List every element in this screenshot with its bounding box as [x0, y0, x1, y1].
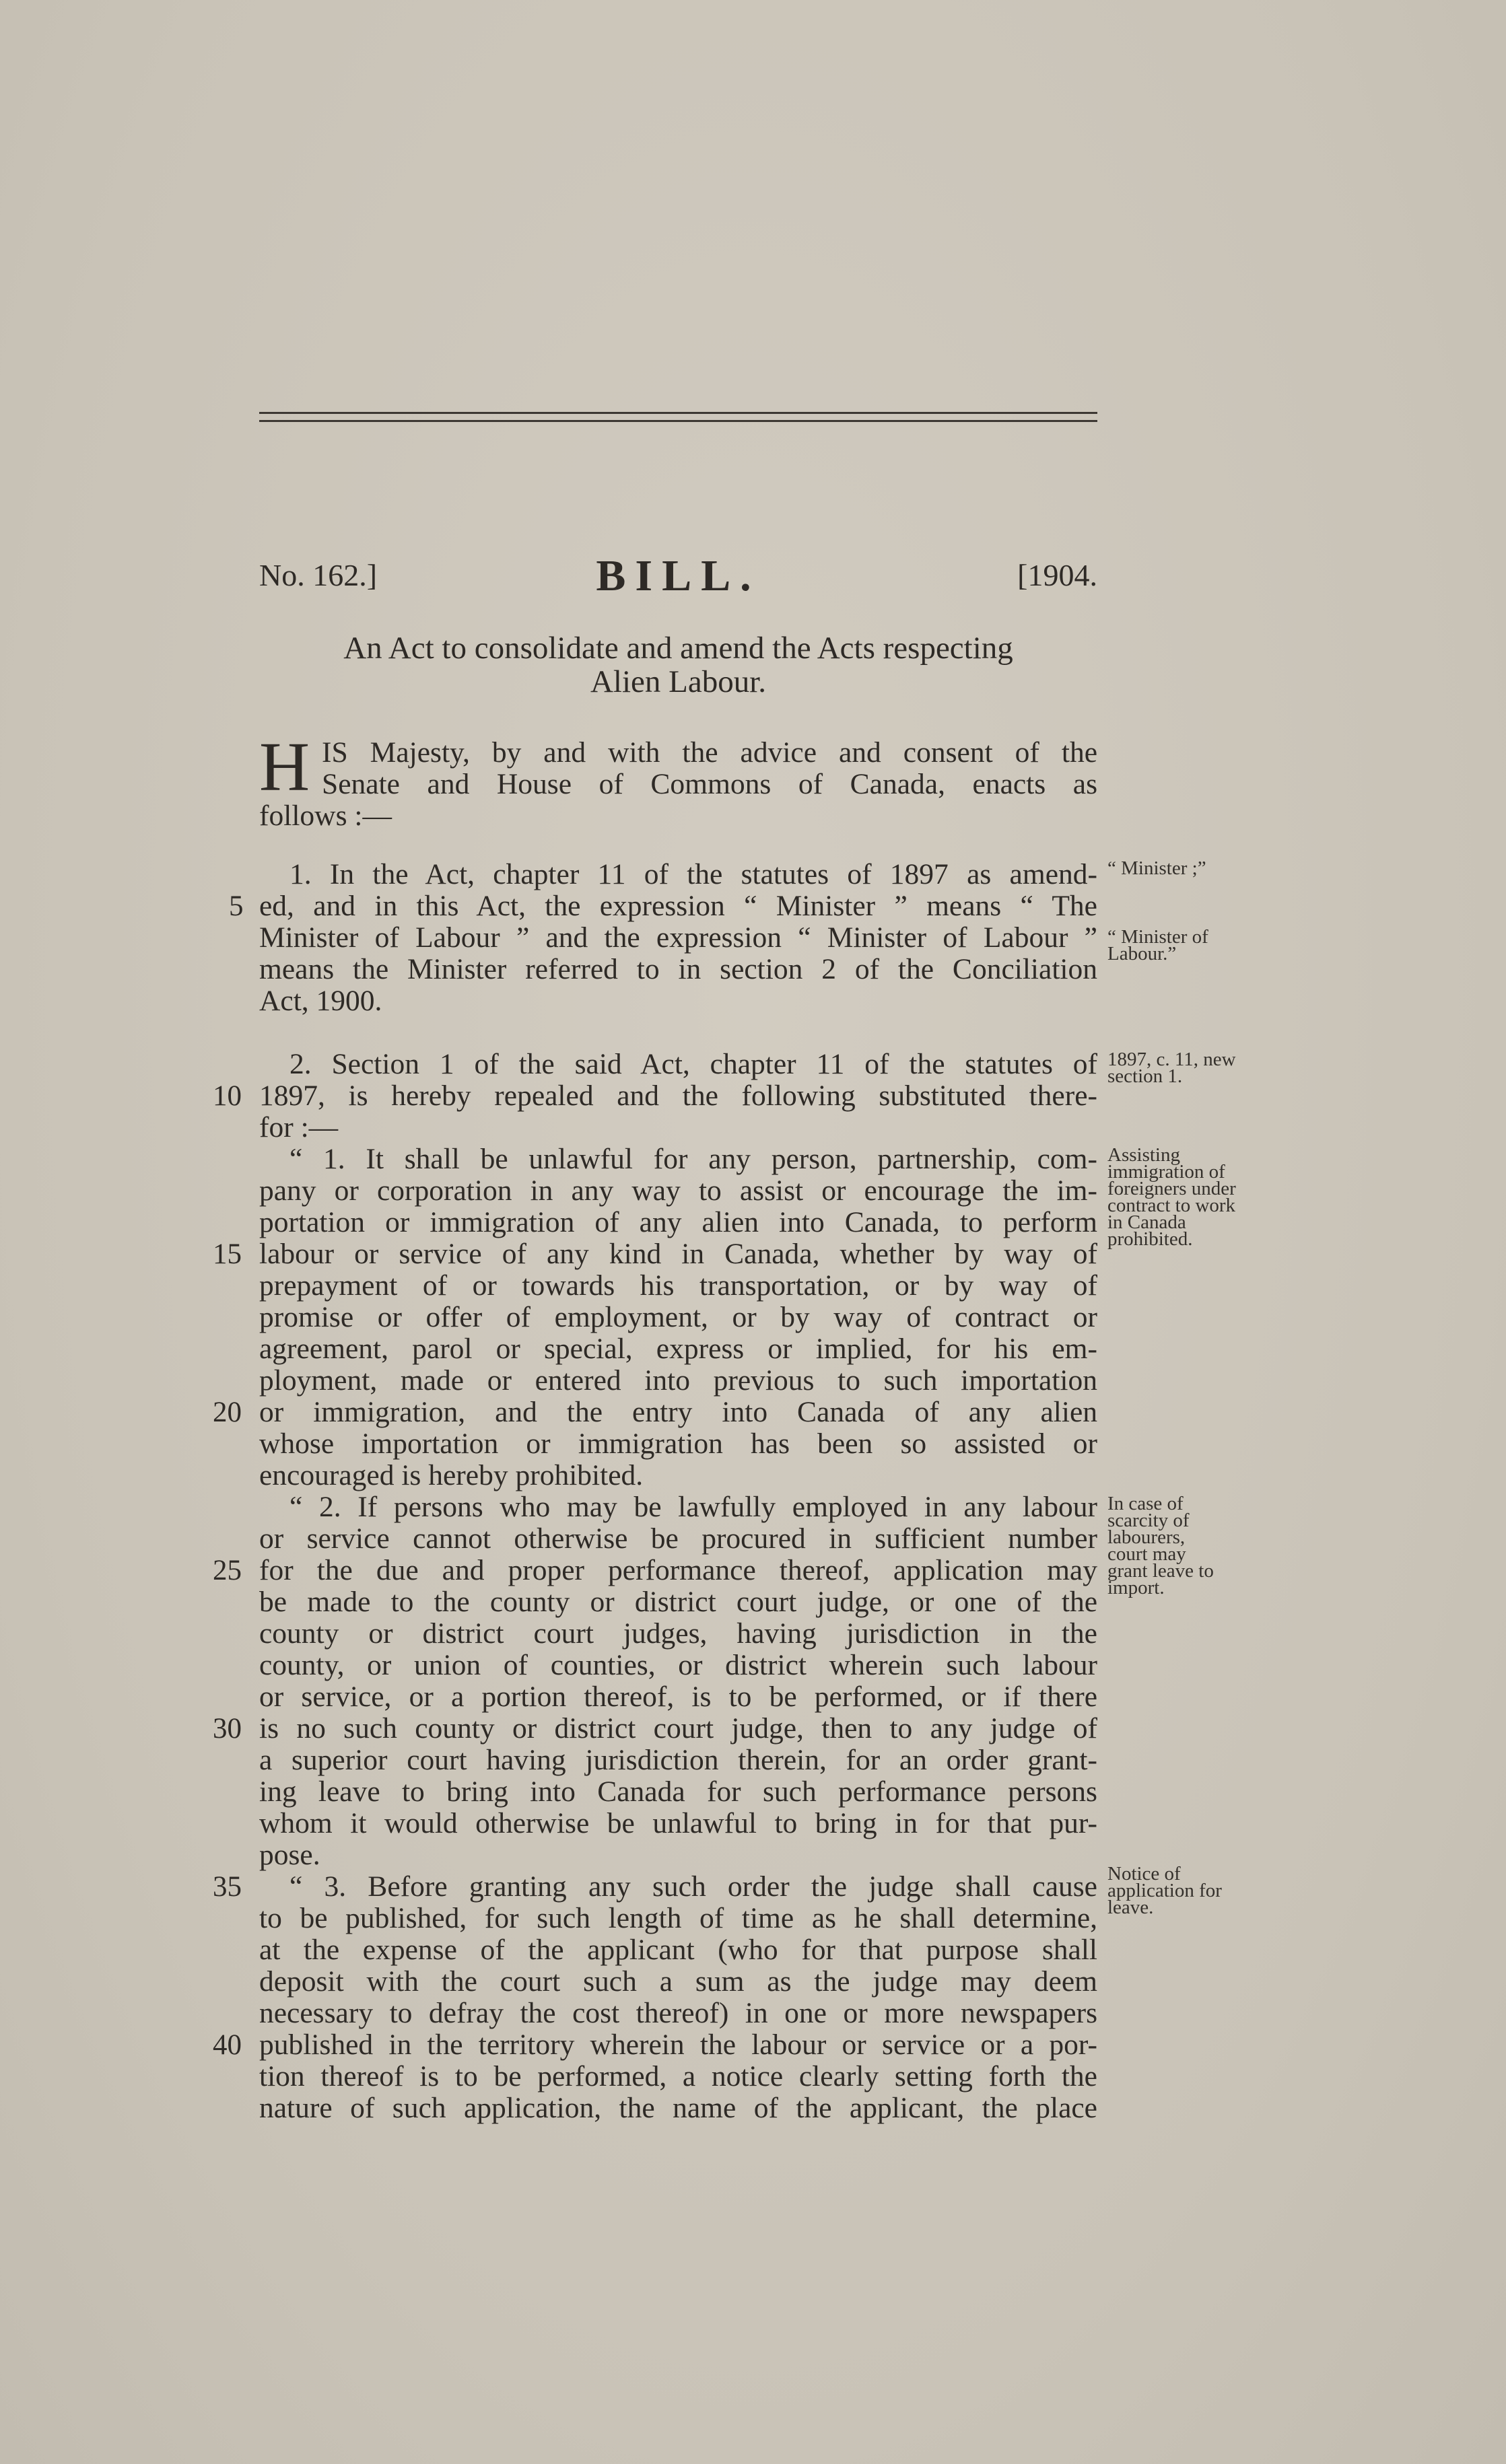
preamble-line: Senate and House of Commons of Canada, enacts as [322, 768, 1097, 800]
body-line: Minister of Labour ” and the expression “ Minister of Labour ” [259, 921, 1097, 954]
body-line: or service, or a portion thereof, is to be performed, or if there [259, 1681, 1097, 1713]
body-line: 1. In the Act, chapter 11 of the statutes of 1897 as amend- [289, 858, 1097, 890]
body-line: for :— [259, 1111, 339, 1143]
body-line: labour or service of any kind in Canada, whether by way of [259, 1238, 1097, 1270]
margin-note: In case of scarcity of labourers, court may grant leave to import. [1107, 1493, 1214, 1598]
margin-note: “ Minister ;” [1107, 857, 1206, 879]
body-line: tion thereof is to be performed, a notice clearly setting forth the [259, 2060, 1097, 2092]
act-title [259, 631, 1097, 699]
body-line: to be published, for such length of time as he shall determine, [259, 1902, 1097, 1934]
body-line: county, or union of counties, or district wherein such labour [259, 1649, 1097, 1681]
body-line: is no such county or district court judge, then to any judge of [259, 1712, 1097, 1745]
body-line: encouraged is hereby prohibited. [259, 1459, 644, 1491]
body-line: county or district court judges, having jurisdiction in the [259, 1617, 1097, 1650]
body-line: or immigration, and the entry into Canada of any alien [259, 1396, 1097, 1428]
margin-note: 1897, c. 11, new section 1. [1107, 1049, 1236, 1087]
body-line: nature of such application, the name of the applicant, the place [259, 2092, 1097, 2124]
line-number: 20 [213, 1397, 242, 1428]
body-line: agreement, parol or special, express or implied, for his em- [259, 1333, 1097, 1365]
body-line: “ 1. It shall be unlawful for any person, partnership, com- [289, 1143, 1097, 1175]
preamble-line: follows :— [259, 800, 392, 832]
act-title-line-1: An Act to consolidate and amend the Acts respecting [343, 631, 1013, 666]
body-line: whom it would otherwise be unlawful to bring in for that pur- [259, 1807, 1097, 1839]
body-line: at the expense of the applicant (who for that purpose shall [259, 1934, 1097, 1966]
body-line: or service cannot otherwise be procured in sufficient number [259, 1522, 1097, 1555]
body-line: “ 2. If persons who may be lawfully employed in any labour [289, 1491, 1097, 1523]
body-line: deposit with the court such a sum as the judge may deem [259, 1965, 1097, 1998]
body-line: be made to the county or district court judge, or one of the [259, 1586, 1097, 1618]
line-number: 5 [229, 890, 244, 922]
body-line: published in the territory wherein the labour or service or a por- [259, 2029, 1097, 2061]
line-number: 10 [213, 1080, 242, 1112]
drop-cap: H [259, 728, 310, 806]
line-number: 40 [213, 2029, 242, 2061]
body-line: promise or offer of employment, or by way of contract or [259, 1301, 1097, 1333]
body-line: necessary to defray the cost thereof) in one or more newspapers [259, 1997, 1097, 2029]
body-line: 2. Section 1 of the said Act, chapter 11 of the statutes of [289, 1048, 1097, 1080]
margin-note: Assisting immigration of foreigners under contract to work in Canada prohibited. [1107, 1144, 1236, 1250]
bill-year: [1904. [1017, 558, 1097, 592]
body-line: means the Minister referred to in section 2 of the Conciliation [259, 953, 1097, 985]
body-line: prepayment of or towards his transportation, or by way of [259, 1269, 1097, 1302]
body-line: pany or corporation in any way to assist or encourage the im- [259, 1174, 1097, 1207]
line-number: 30 [213, 1713, 242, 1745]
body-line: a superior court having jurisdiction therein, for an order grant- [259, 1744, 1097, 1776]
body-line: ing leave to bring into Canada for such performance persons [259, 1775, 1097, 1808]
body-line: “ 3. Before granting any such order the judge shall cause [289, 1870, 1097, 1903]
body-line: ployment, made or entered into previous to such importation [259, 1364, 1097, 1397]
act-title-line-2: Alien Labour. [590, 664, 767, 699]
body-line: ed, and in this Act, the expression “ Minister ” means “ The [259, 890, 1097, 922]
bill-header [259, 551, 1097, 598]
margin-note: Notice of application for leave. [1107, 1863, 1222, 1918]
bill-number: No. 162.] [259, 558, 378, 592]
margin-note: “ Minister of Labour.” [1107, 926, 1208, 964]
body-line: for the due and proper performance thereof, application may [259, 1554, 1097, 1586]
bill-label: BILL. [596, 551, 761, 600]
line-number: 25 [213, 1555, 242, 1586]
body-line: portation or immigration of any alien into Canada, to perform [259, 1206, 1097, 1238]
body-line: pose. [259, 1839, 320, 1871]
line-number: 35 [213, 1871, 242, 1903]
preamble-line: IS Majesty, by and with the advice and consent of the [322, 736, 1097, 769]
line-number: 15 [213, 1238, 242, 1270]
body-line: Act, 1900. [259, 985, 382, 1017]
body-line: 1897, is hereby repealed and the following substituted there- [259, 1080, 1097, 1112]
top-double-rule [259, 412, 1097, 422]
body-line: whose importation or immigration has been so assisted or [259, 1428, 1097, 1460]
